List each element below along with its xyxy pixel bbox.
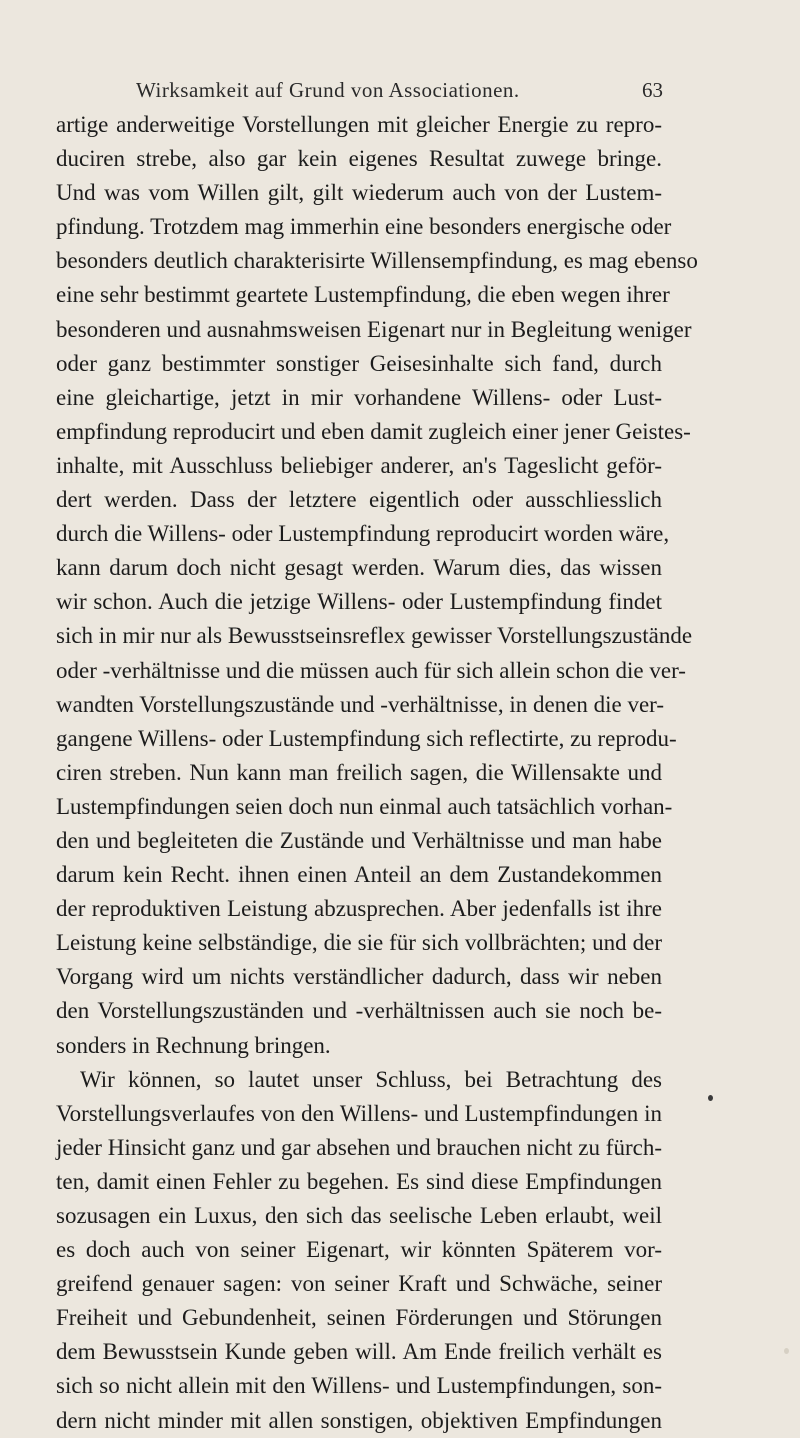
text-line: pfindung. Trotzdem mag immerhin eine besonders energische oder	[56, 214, 672, 240]
paper-speck	[784, 1348, 789, 1354]
text-line: wir schon. Auch die jetzige Willens- oder Lustempfindung findet	[56, 589, 662, 615]
text-line: artige anderweitige Vorstellungen mit gleicher Energie zu repro-	[56, 112, 662, 137]
ink-speck	[708, 1095, 713, 1101]
text-line: empfindung reproducirt und eben damit zugleich einer jener Geistes-	[56, 418, 691, 444]
text-line: inhalte, mit Ausschluss beliebiger anderer, an's Tageslicht geför-	[56, 452, 662, 478]
text-line: Und was vom Willen gilt, gilt wiederum auch von der Lustem-	[56, 180, 662, 206]
page-number: 63	[642, 78, 663, 102]
text-line: Vorgang wird um nichts verständlicher dadurch, dass wir neben	[56, 964, 662, 990]
text-line: greifend genauer sagen: von seiner Kraft und Schwäche, seiner	[56, 1271, 662, 1297]
running-head: Wirksamkeit auf Grund von Associationen.	[136, 78, 520, 102]
text-line: Leistung keine selbständige, die sie für sich vollbrächten; und der	[56, 930, 662, 956]
text-line: den Vorstellungszuständen und -verhältnissen auch sie noch be-	[56, 998, 662, 1024]
text-line: sozusagen ein Luxus, den sich das seelische Leben erlaubt, weil	[56, 1203, 662, 1228]
text-line: kann darum doch nicht gesagt werden. Warum dies, das wissen	[56, 555, 662, 581]
text-line: der reproduktiven Leistung abzusprechen. Aber jedenfalls ist ihre	[56, 896, 662, 922]
text-line: wandten Vorstellungszustände und -verhältnisse, in denen die ver-	[56, 691, 665, 717]
text-line: oder ganz bestimmter sonstiger Geisesinhalte sich fand, durch	[56, 350, 662, 376]
text-line: sich in mir nur als Bewusstseinsreflex gewisser Vorstellungszustände	[56, 623, 693, 649]
text-line: sich so nicht allein mit den Willens- und Lustempfindungen, son-	[56, 1373, 662, 1399]
text-line: dert werden. Dass der letztere eigentlich oder ausschliesslich	[56, 487, 662, 513]
text-line: duciren strebe, also gar kein eigenes Resultat zuwege bringe.	[56, 146, 662, 172]
paragraph-start-line: Wir können, so lautet unser Schluss, bei Betrachtung des	[80, 1066, 662, 1092]
text-line: eine gleichartige, jetzt in mir vorhandene Willens- oder Lust-	[56, 384, 662, 410]
text-line: eine sehr bestimmt geartete Lustempfindung, die eben wegen ihrer	[56, 282, 670, 308]
text-line: darum kein Recht. ihnen einen Anteil an dem Zustandekommen	[56, 862, 662, 888]
text-line: besonderen und ausnahmsweisen Eigenart nur in Begleitung weniger	[56, 316, 692, 342]
text-line: ciren streben. Nun kann man freilich sagen, die Willensakte und	[56, 759, 662, 785]
text-line: dem Bewusstsein Kunde geben will. Am Ende freilich verhält es	[56, 1339, 662, 1365]
text-line: ten, damit einen Fehler zu begehen. Es sind diese Empfindungen	[56, 1168, 662, 1194]
text-line: gangene Willens- oder Lustempfindung sich reflectirte, zu reprodu-	[56, 725, 677, 751]
paragraph-end-line: sonders in Rechnung bringen.	[56, 1032, 331, 1058]
text-line: es doch auch von seiner Eigenart, wir könnten Späterem vor-	[56, 1237, 662, 1263]
text-line: besonders deutlich charakterisirte Willensempfindung, es mag ebenso	[56, 248, 698, 274]
text-line: jeder Hinsicht ganz und gar absehen und brauchen nicht zu fürch-	[56, 1134, 662, 1160]
body-text	[56, 108, 698, 1438]
text-line: Lustempfindungen seien doch nun einmal auch tatsächlich vorhan-	[56, 793, 673, 819]
text-line: dern nicht minder mit allen sonstigen, objektiven Empfindungen	[56, 1407, 662, 1433]
text-line: oder -verhältnisse und die müssen auch für sich allein schon die ver-	[56, 657, 686, 683]
text-line: den und begleiteten die Zustände und Verhältnisse und man habe	[56, 827, 662, 853]
text-line: durch die Willens- oder Lustempfindung reproducirt worden wäre,	[56, 521, 670, 547]
text-line: Freiheit und Gebundenheit, seinen Förderungen und Störungen	[56, 1305, 662, 1331]
text-line: Vorstellungsverlaufes von den Willens- und Lustempfindungen in	[56, 1100, 662, 1126]
